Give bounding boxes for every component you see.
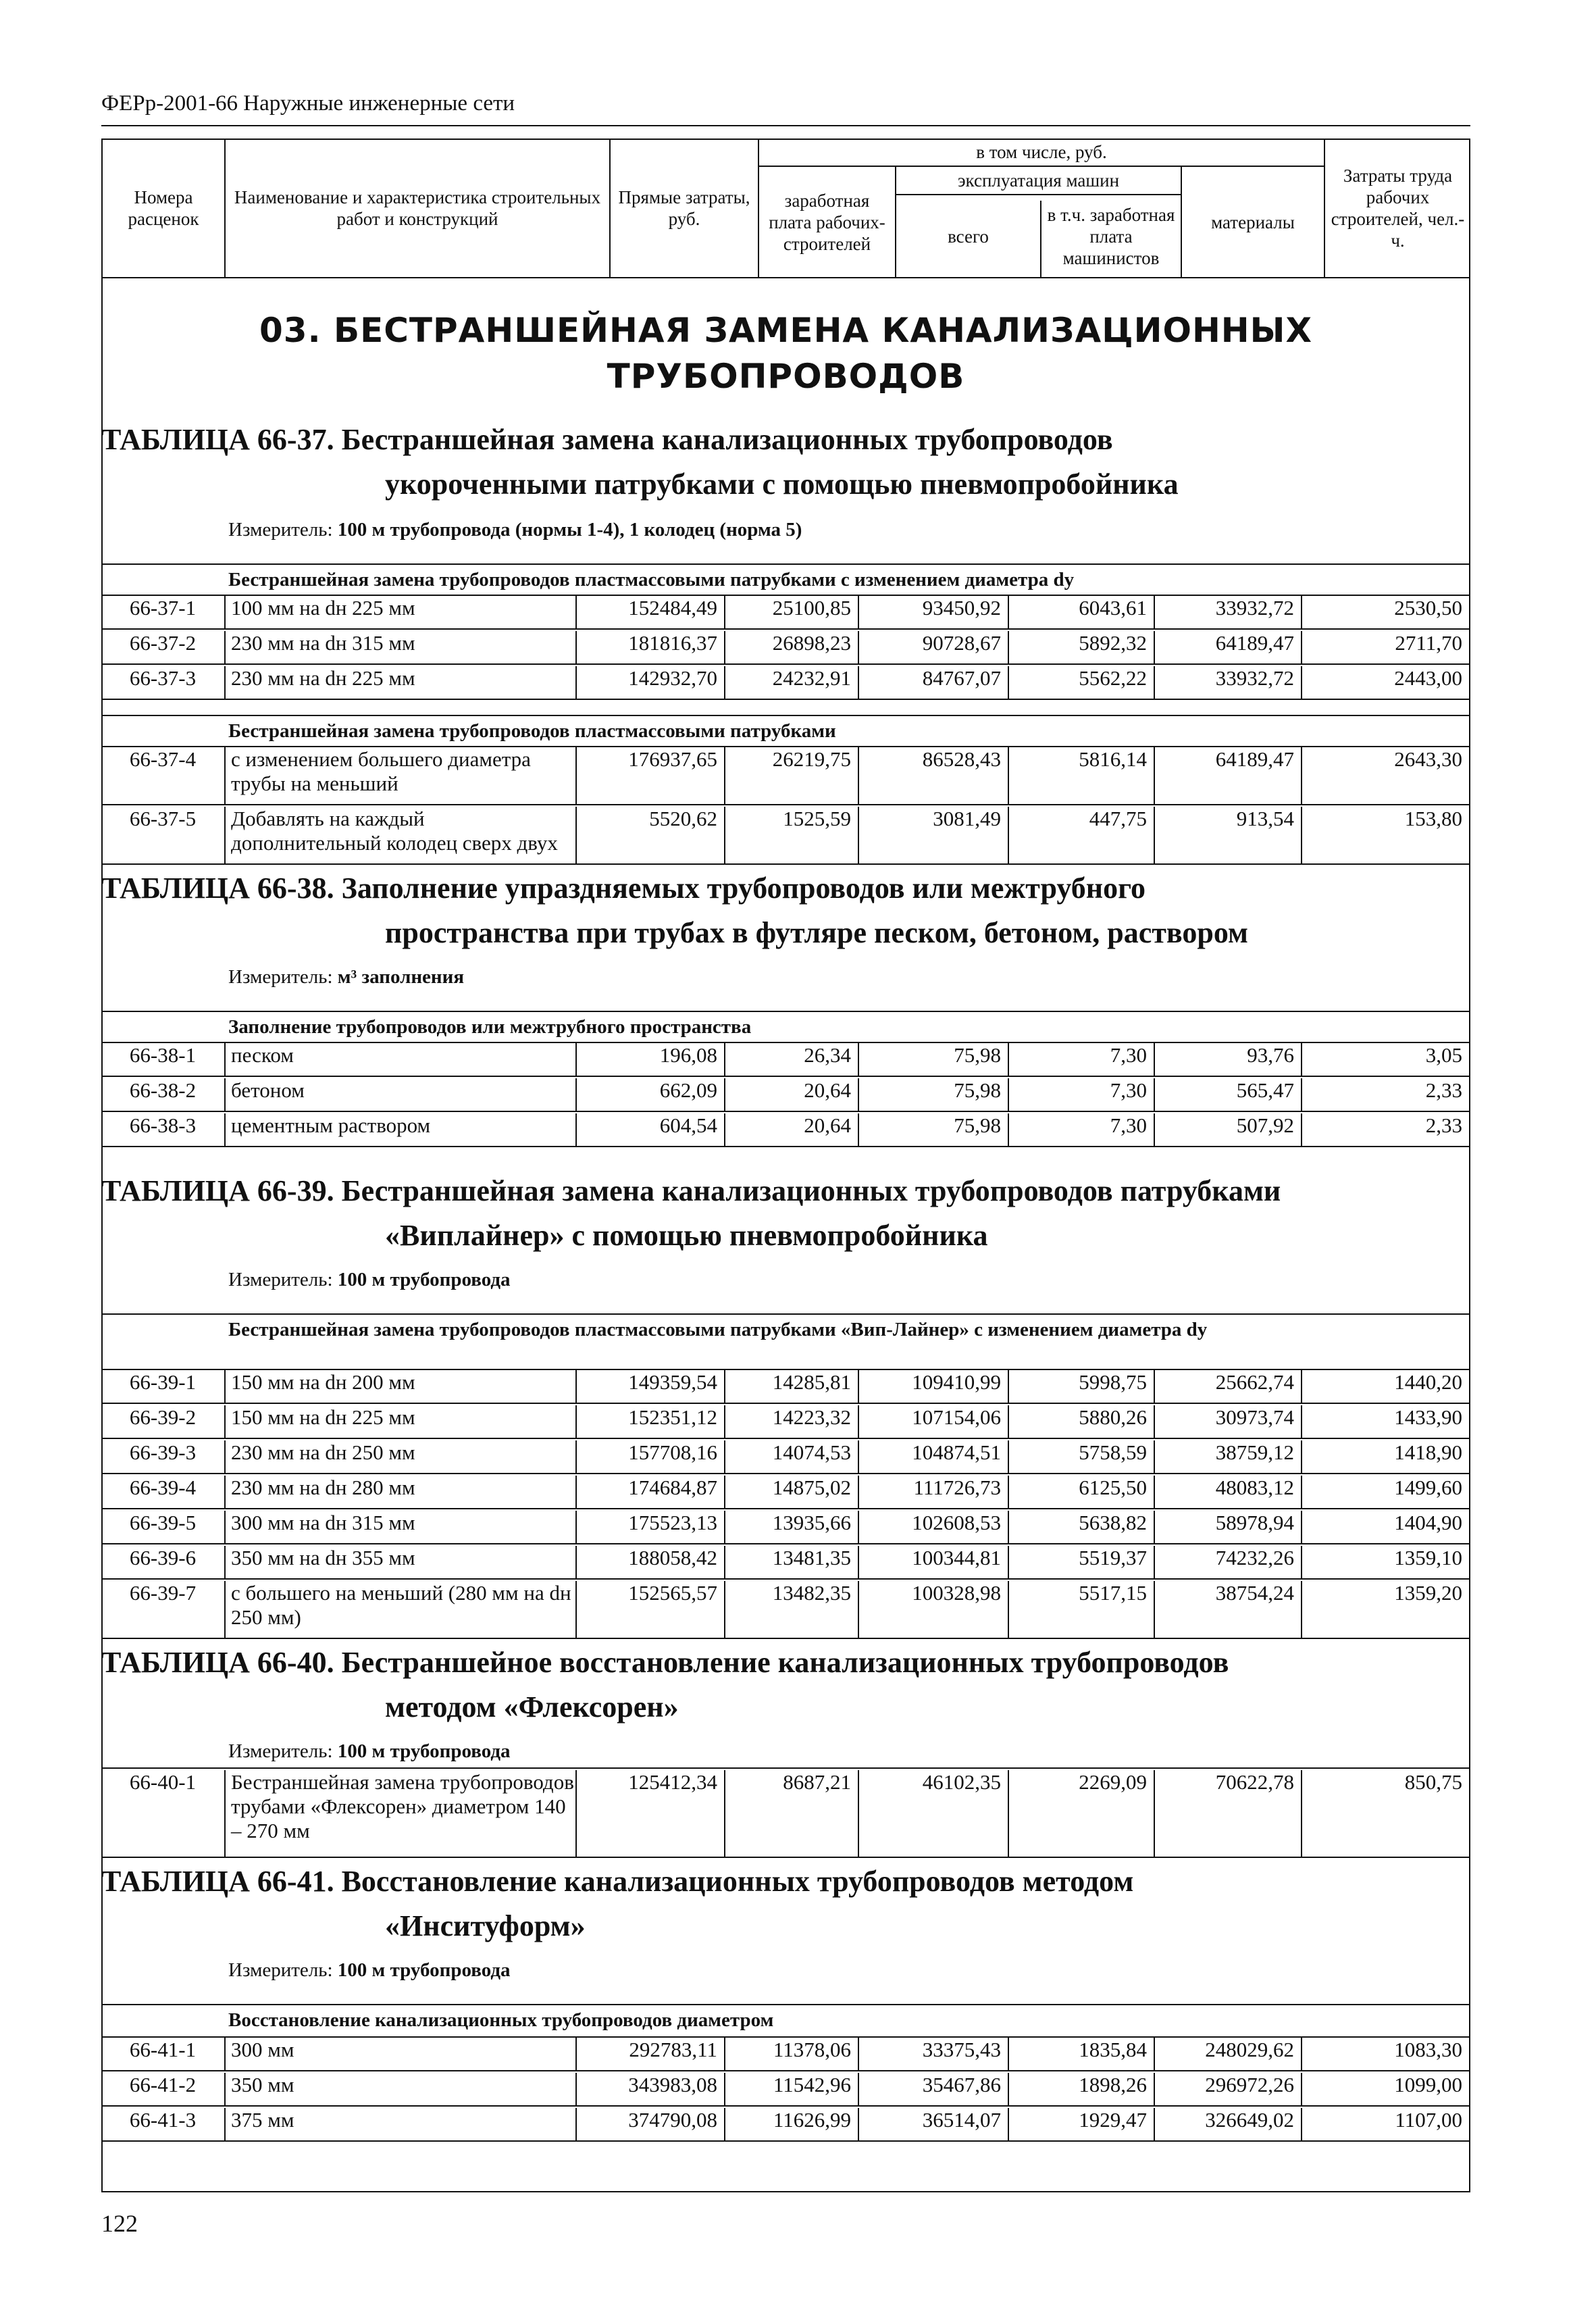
group-label: Бестраншейная замена трубопроводов пластмассовыми патрубками «Вип-Лайнер» с изменением диаметра dу <box>228 1319 1208 1340</box>
row-rule <box>101 663 1470 665</box>
row-machines: 100344,81 <box>858 1546 1008 1580</box>
row-name: 150 мм на dн 225 мм <box>224 1405 575 1439</box>
row-materials: 296972,26 <box>1154 2073 1301 2107</box>
row-code: 66-39-4 <box>129 1476 197 1499</box>
col-including-header: в том числе, руб. <box>976 142 1107 162</box>
row-materials: 33932,72 <box>1154 666 1301 700</box>
row-machines: 84767,07 <box>858 666 1008 700</box>
table-title-line1: ТАБЛИЦА 66-39. Бестраншейная замена канализационных трубопроводов патрубками <box>101 1174 1281 1207</box>
row-labor: 3,05 <box>1425 1043 1462 1067</box>
measure-value: 100 м трубопровода <box>337 1740 511 1762</box>
row-code: 66-41-1 <box>129 2038 197 2061</box>
table-title-line2: «Инситуформ» <box>385 1909 586 1942</box>
row-code: 66-37-3 <box>129 666 197 690</box>
group-rule <box>101 1011 1470 1012</box>
measure-label: Измеритель: <box>228 1269 333 1290</box>
table-title <box>101 418 1179 507</box>
row-labor-cell <box>1301 1511 1470 1544</box>
measure-value: 100 м трубопровода <box>337 1959 511 1981</box>
row-materials: 33932,72 <box>1154 596 1301 630</box>
row-name: 230 мм на dн 280 мм <box>224 1476 575 1509</box>
measure-value: 100 м трубопровода (нормы 1-4), 1 колодец (норма 5) <box>337 519 802 540</box>
row-wages: 13482,35 <box>724 1581 858 1639</box>
row-rule <box>101 1076 1470 1077</box>
row-labor: 1499,60 <box>1394 1476 1462 1499</box>
row-direct-cost: 374790,08 <box>575 2108 724 2142</box>
table-title-line1: ТАБЛИЦА 66-38. Заполнение упраздняемых трубопроводов или межтрубного <box>101 872 1145 905</box>
row-rule <box>101 628 1470 630</box>
row-code: 66-41-2 <box>129 2073 197 2096</box>
row-name: Бестраншейная замена трубопроводов трубами «Флексорен» диаметром 140 – 270 мм <box>224 1770 575 1858</box>
row-machine-wages: 5880,26 <box>1008 1405 1154 1439</box>
row-labor: 153,80 <box>1404 807 1462 830</box>
row-machine-wages: 5892,32 <box>1008 631 1154 665</box>
row-code: 66-39-6 <box>129 1546 197 1569</box>
table-row <box>101 666 1470 700</box>
row-name: с большего на меньший (280 мм на dн 250 мм) <box>224 1581 575 1639</box>
measure-label: Измеритель: <box>228 519 333 540</box>
group-label: Бестраншейная замена трубопроводов пластмассовыми патрубками с изменением диаметра dу <box>228 569 1075 590</box>
header-bottom-rule <box>101 277 1470 278</box>
row-name: с изменением большего диаметра трубы на меньший <box>224 747 575 805</box>
table-title-line1: ТАБЛИЦА 66-37. Бестраншейная замена канализационных трубопроводов <box>101 423 1113 456</box>
row-wages: 14223,32 <box>724 1405 858 1439</box>
table-row <box>101 1581 1470 1639</box>
row-machine-wages: 7,30 <box>1008 1078 1154 1112</box>
row-machine-wages: 5998,75 <box>1008 1370 1154 1404</box>
table-title-line2: пространства при трубах в футляре песком, бетоном, раствором <box>385 916 1248 949</box>
row-code: 66-38-1 <box>129 1043 197 1067</box>
row-materials: 74232,26 <box>1154 1546 1301 1580</box>
group-rule <box>101 1767 1470 1769</box>
row-wages: 20,64 <box>724 1078 858 1112</box>
row-labor-cell <box>1301 2038 1470 2071</box>
table-row <box>101 807 1470 865</box>
col-machine-wages-header: в т.ч. заработная плата машинистов <box>1047 204 1175 268</box>
table-row <box>101 2073 1470 2107</box>
row-direct-cost: 152351,12 <box>575 1405 724 1439</box>
section-title <box>101 307 1470 399</box>
row-code: 66-39-3 <box>129 1440 197 1464</box>
row-labor: 2,33 <box>1425 1078 1462 1102</box>
row-direct-cost: 152484,49 <box>575 596 724 630</box>
row-materials: 248029,62 <box>1154 2038 1301 2071</box>
row-code: 66-38-3 <box>129 1113 197 1137</box>
row-labor: 850,75 <box>1404 1770 1462 1794</box>
row-materials: 70622,78 <box>1154 1770 1301 1858</box>
row-labor-cell <box>1301 1113 1470 1147</box>
table-row <box>101 1440 1470 1474</box>
row-labor-cell <box>1301 1546 1470 1580</box>
row-labor-cell <box>1301 807 1470 865</box>
row-machine-wages: 5562,22 <box>1008 666 1154 700</box>
measure-line <box>228 519 802 541</box>
row-name: 150 мм на dн 200 мм <box>224 1370 575 1404</box>
row-machines: 75,98 <box>858 1043 1008 1077</box>
row-machines: 36514,07 <box>858 2108 1008 2142</box>
table-row <box>101 1043 1470 1077</box>
row-machine-wages: 7,30 <box>1008 1113 1154 1147</box>
row-materials: 30973,74 <box>1154 1405 1301 1439</box>
row-machines: 75,98 <box>858 1113 1008 1147</box>
row-wages: 24232,91 <box>724 666 858 700</box>
measure-line <box>228 1269 511 1291</box>
row-rule <box>101 1638 1470 1639</box>
row-rule <box>101 863 1470 865</box>
row-materials: 913,54 <box>1154 807 1301 865</box>
col-materials-header: материалы <box>1211 211 1295 232</box>
col-code-header: Номера расценок <box>128 186 199 229</box>
group-rule <box>101 563 1470 565</box>
row-machines: 104874,51 <box>858 1440 1008 1474</box>
row-wages: 20,64 <box>724 1113 858 1147</box>
row-labor-cell <box>1301 1043 1470 1077</box>
row-rule <box>101 1508 1470 1509</box>
col-machines-total-header: всего <box>948 226 989 247</box>
row-rule <box>101 1857 1470 1858</box>
row-machines: 86528,43 <box>858 747 1008 805</box>
row-wages: 13481,35 <box>724 1546 858 1580</box>
row-code: 66-37-1 <box>129 596 197 620</box>
table-row <box>101 2038 1470 2071</box>
row-code: 66-40-1 <box>129 1770 197 1794</box>
row-machine-wages: 5517,15 <box>1008 1581 1154 1639</box>
row-wages: 26219,75 <box>724 747 858 805</box>
row-direct-cost: 149359,54 <box>575 1370 724 1404</box>
row-name: 230 мм на dн 225 мм <box>224 666 575 700</box>
row-wages: 26,34 <box>724 1043 858 1077</box>
row-materials: 93,76 <box>1154 1043 1301 1077</box>
row-machine-wages: 5638,82 <box>1008 1511 1154 1544</box>
row-labor-cell <box>1301 666 1470 700</box>
row-machines: 102608,53 <box>858 1511 1008 1544</box>
row-code: 66-37-2 <box>129 631 197 655</box>
row-labor: 1359,10 <box>1394 1546 1462 1569</box>
row-code: 66-39-7 <box>129 1581 197 1605</box>
group-label: Восстановление канализационных трубопроводов диаметром <box>228 2009 774 2031</box>
group-label: Заполнение трубопроводов или межтрубного пространства <box>228 1016 752 1038</box>
row-direct-cost: 142932,70 <box>575 666 724 700</box>
row-wages: 8687,21 <box>724 1770 858 1858</box>
measure-line <box>228 1959 511 1982</box>
row-labor-cell <box>1301 596 1470 630</box>
row-labor-cell <box>1301 1370 1470 1404</box>
row-wages: 11378,06 <box>724 2038 858 2071</box>
row-wages: 13935,66 <box>724 1511 858 1544</box>
row-machine-wages: 2269,09 <box>1008 1770 1154 1858</box>
table-title-line1: ТАБЛИЦА 66-40. Бестраншейное восстановление канализационных трубопроводов <box>101 1646 1229 1679</box>
row-labor: 2530,50 <box>1394 596 1462 620</box>
table-title-line2: укороченными патрубками с помощью пневмопробойника <box>385 468 1179 501</box>
col-direct-header: Прямые затраты, руб. <box>618 186 750 229</box>
row-direct-cost: 196,08 <box>575 1043 724 1077</box>
row-rule <box>101 2070 1470 2071</box>
row-labor-cell <box>1301 2108 1470 2142</box>
row-labor-cell <box>1301 2073 1470 2107</box>
row-machine-wages: 1929,47 <box>1008 2108 1154 2142</box>
table-row <box>101 1405 1470 1439</box>
row-name: 100 мм на dн 225 мм <box>224 596 575 630</box>
row-labor-cell <box>1301 631 1470 665</box>
row-machine-wages: 5816,14 <box>1008 747 1154 805</box>
measure-line <box>228 966 464 988</box>
row-wages: 26898,23 <box>724 631 858 665</box>
section-title-line1: 03. БЕСТРАНШЕЙНАЯ ЗАМЕНА КАНАЛИЗАЦИОННЫХ <box>259 311 1313 350</box>
row-labor: 2443,00 <box>1394 666 1462 690</box>
row-labor: 1440,20 <box>1394 1370 1462 1394</box>
row-materials: 64189,47 <box>1154 631 1301 665</box>
row-labor: 2711,70 <box>1395 631 1462 655</box>
row-rule <box>101 1578 1470 1580</box>
row-code: 66-37-4 <box>129 747 197 771</box>
row-name: 350 мм на dн 355 мм <box>224 1546 575 1580</box>
row-name: бетоном <box>224 1078 575 1112</box>
row-wages: 1525,59 <box>724 807 858 865</box>
row-labor-cell <box>1301 1476 1470 1509</box>
row-rule <box>101 1543 1470 1544</box>
row-labor: 2,33 <box>1425 1113 1462 1137</box>
group-rule <box>101 1313 1470 1315</box>
row-wages: 14285,81 <box>724 1370 858 1404</box>
row-direct-cost: 188058,42 <box>575 1546 724 1580</box>
row-name: 375 мм <box>224 2108 575 2142</box>
row-machines: 35467,86 <box>858 2073 1008 2107</box>
table-row <box>101 1113 1470 1147</box>
row-labor-cell <box>1301 1078 1470 1112</box>
row-materials: 58978,94 <box>1154 1511 1301 1544</box>
row-labor: 1359,20 <box>1394 1581 1462 1605</box>
table-frame-right <box>1469 139 1470 2192</box>
row-rule <box>101 1473 1470 1474</box>
row-direct-cost: 152565,57 <box>575 1581 724 1639</box>
row-labor-cell <box>1301 747 1470 805</box>
column-header <box>101 139 1470 278</box>
row-labor-cell <box>1301 1581 1470 1639</box>
col-wages-header: заработная плата рабочих-строителей <box>769 190 885 254</box>
row-name: цементным раствором <box>224 1113 575 1147</box>
row-rule <box>101 1111 1470 1112</box>
measure-label: Измеритель: <box>228 966 333 988</box>
row-labor: 1107,00 <box>1395 2108 1462 2132</box>
row-direct-cost: 176937,65 <box>575 747 724 805</box>
row-labor: 1418,90 <box>1394 1440 1462 1464</box>
row-labor-cell <box>1301 1405 1470 1439</box>
row-code: 66-41-3 <box>129 2108 197 2132</box>
row-direct-cost: 175523,13 <box>575 1511 724 1544</box>
table-row <box>101 1476 1470 1509</box>
row-labor-cell <box>1301 1770 1470 1858</box>
row-machines: 100328,98 <box>858 1581 1008 1639</box>
table-row <box>101 1511 1470 1544</box>
row-machine-wages: 447,75 <box>1008 807 1154 865</box>
row-code: 66-37-5 <box>129 807 197 830</box>
row-direct-cost: 125412,34 <box>575 1770 724 1858</box>
running-header: ФЕРр-2001-66 Наружные инженерные сети <box>101 91 515 116</box>
row-rule <box>101 2140 1470 2142</box>
group-rule <box>101 2004 1470 2005</box>
row-name: Добавлять на каждый дополнительный колодец сверх двух <box>224 807 575 865</box>
header-rule <box>101 125 1470 126</box>
table-row <box>101 1078 1470 1112</box>
row-name: песком <box>224 1043 575 1077</box>
table-row <box>101 747 1470 805</box>
row-name: 230 мм на dн 315 мм <box>224 631 575 665</box>
page-number: 122 <box>101 2210 138 2237</box>
table-title <box>101 1169 1281 1258</box>
row-labor-cell <box>1301 1440 1470 1474</box>
row-machines: 93450,92 <box>858 596 1008 630</box>
row-materials: 25662,74 <box>1154 1370 1301 1404</box>
row-rule <box>101 1438 1470 1439</box>
row-machine-wages: 6125,50 <box>1008 1476 1154 1509</box>
row-direct-cost: 174684,87 <box>575 1476 724 1509</box>
row-direct-cost: 292783,11 <box>575 2038 724 2071</box>
row-rule <box>101 2105 1470 2107</box>
row-materials: 565,47 <box>1154 1078 1301 1112</box>
table-title <box>101 866 1248 955</box>
row-direct-cost: 157708,16 <box>575 1440 724 1474</box>
row-rule <box>101 1146 1470 1147</box>
row-direct-cost: 662,09 <box>575 1078 724 1112</box>
row-machine-wages: 5519,37 <box>1008 1546 1154 1580</box>
measure-value: 100 м трубопровода <box>337 1269 511 1290</box>
row-direct-cost: 5520,62 <box>575 807 724 865</box>
measure-value: м³ заполнения <box>337 966 465 988</box>
row-labor: 1083,30 <box>1394 2038 1462 2061</box>
table-row <box>101 1770 1470 1858</box>
row-machines: 33375,43 <box>858 2038 1008 2071</box>
row-machine-wages: 6043,61 <box>1008 596 1154 630</box>
row-labor: 1099,00 <box>1394 2073 1462 2096</box>
measure-label: Измеритель: <box>228 1959 333 1981</box>
row-machines: 109410,99 <box>858 1370 1008 1404</box>
col-labor-header: Затраты труда рабочих строителей, чел.-ч. <box>1331 165 1465 251</box>
row-rule <box>101 1403 1470 1404</box>
measure-line <box>228 1740 511 1763</box>
measure-label: Измеритель: <box>228 1740 333 1762</box>
row-wages: 25100,85 <box>724 596 858 630</box>
table-row <box>101 1546 1470 1580</box>
row-materials: 38759,12 <box>1154 1440 1301 1474</box>
row-materials: 38754,24 <box>1154 1581 1301 1639</box>
table-row <box>101 596 1470 630</box>
row-machine-wages: 1835,84 <box>1008 2038 1154 2071</box>
row-wages: 11542,96 <box>724 2073 858 2107</box>
row-wages: 14875,02 <box>724 1476 858 1509</box>
row-direct-cost: 181816,37 <box>575 631 724 665</box>
row-code: 66-39-1 <box>129 1370 197 1394</box>
row-labor: 2643,30 <box>1394 747 1462 771</box>
row-name: 300 мм на dн 315 мм <box>224 1511 575 1544</box>
row-machines: 90728,67 <box>858 631 1008 665</box>
row-code: 66-39-2 <box>129 1405 197 1429</box>
row-materials: 326649,02 <box>1154 2108 1301 2142</box>
row-machines: 107154,06 <box>858 1405 1008 1439</box>
row-direct-cost: 343983,08 <box>575 2073 724 2107</box>
table-title-line2: «Виплайнер» с помощью пневмопробойника <box>385 1219 988 1252</box>
row-wages: 14074,53 <box>724 1440 858 1474</box>
row-machines: 75,98 <box>858 1078 1008 1112</box>
row-machine-wages: 5758,59 <box>1008 1440 1154 1474</box>
col-name-header: Наименование и характеристика строительных работ и конструкций <box>234 186 601 229</box>
row-code: 66-39-5 <box>129 1511 197 1534</box>
group-rule <box>101 715 1470 716</box>
row-name: 300 мм <box>224 2038 575 2071</box>
table-row <box>101 1370 1470 1404</box>
table-title <box>101 1859 1133 1948</box>
row-rule <box>101 699 1470 700</box>
row-materials: 48083,12 <box>1154 1476 1301 1509</box>
row-machines: 3081,49 <box>858 807 1008 865</box>
row-labor: 1404,90 <box>1394 1511 1462 1534</box>
row-materials: 507,92 <box>1154 1113 1301 1147</box>
col-machines-header: эксплуатация машин <box>957 170 1120 191</box>
row-machines: 111726,73 <box>858 1476 1008 1509</box>
row-materials: 64189,47 <box>1154 747 1301 805</box>
row-code: 66-38-2 <box>129 1078 197 1102</box>
row-wages: 11626,99 <box>724 2108 858 2142</box>
row-name: 230 мм на dн 250 мм <box>224 1440 575 1474</box>
table-title <box>101 1640 1229 1730</box>
group-label: Бестраншейная замена трубопроводов пластмассовыми патрубками <box>228 720 836 742</box>
table-title-line1: ТАБЛИЦА 66-41. Восстановление канализационных трубопроводов методом <box>101 1865 1134 1898</box>
row-rule <box>101 804 1470 805</box>
row-name: 350 мм <box>224 2073 575 2107</box>
row-direct-cost: 604,54 <box>575 1113 724 1147</box>
row-labor: 1433,90 <box>1394 1405 1462 1429</box>
table-row <box>101 2108 1470 2142</box>
section-title-line2: ТРУБОПРОВОДОВ <box>607 357 965 396</box>
table-row <box>101 631 1470 665</box>
row-machine-wages: 7,30 <box>1008 1043 1154 1077</box>
table-frame-bottom <box>101 2191 1470 2192</box>
table-title-line2: методом «Флексорен» <box>385 1690 679 1724</box>
row-machines: 46102,35 <box>858 1770 1008 1858</box>
row-machine-wages: 1898,26 <box>1008 2073 1154 2107</box>
